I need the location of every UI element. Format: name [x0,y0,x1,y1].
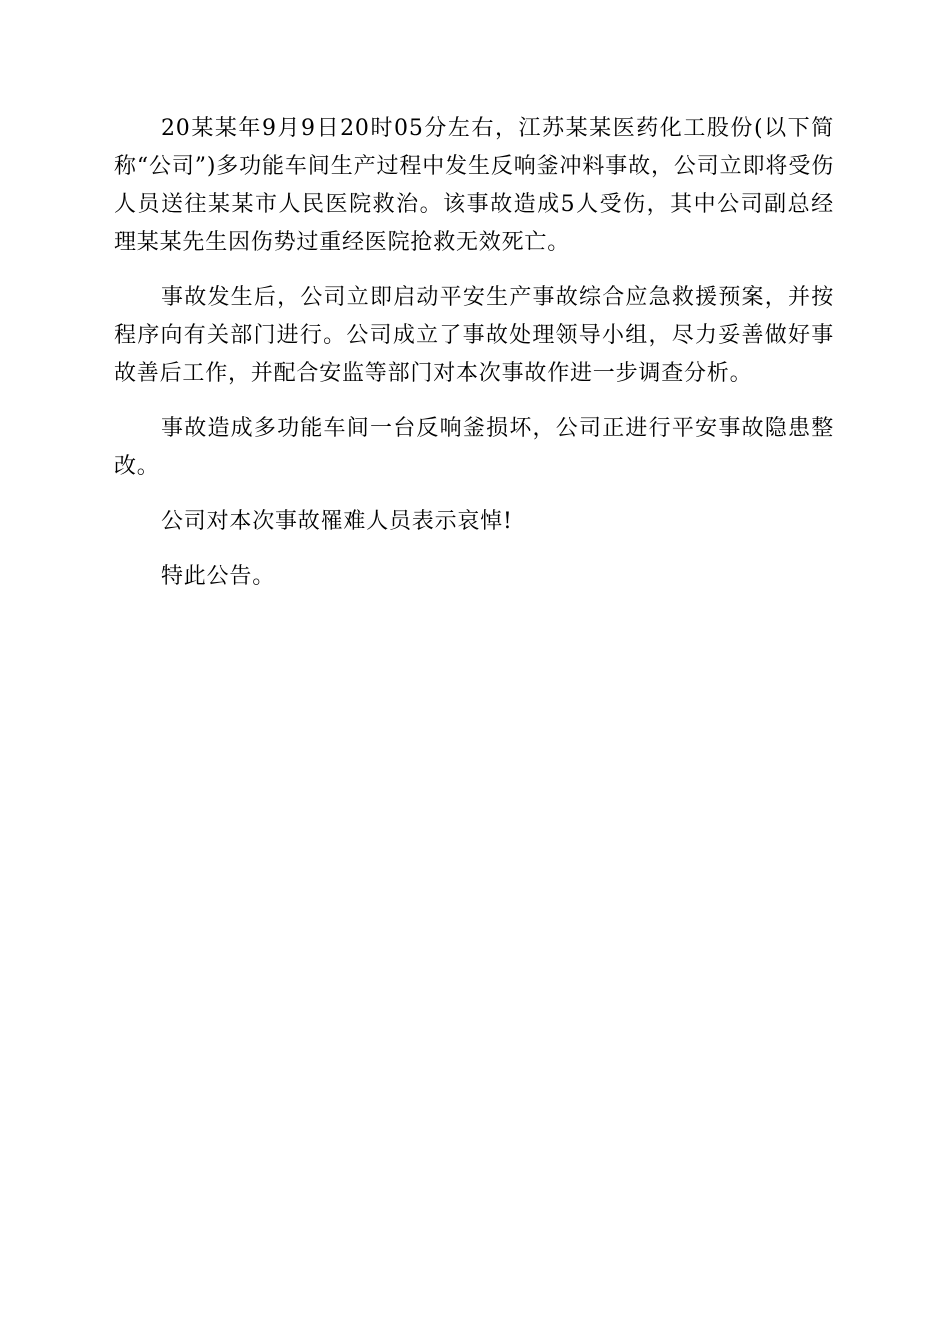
paragraph-emergency-response: 事故发生后，公司立即启动平安生产事故综合应急救援预案，并按程序向有关部门进行。公司成立了事故处理领导小组，尽力妥善做好事故善后工作，并配合安监等部门对本次事故作进一步调查分析。 [114,285,834,386]
paragraph-equipment-damage: 事故造成多功能车间一台反响釜损坏，公司正进行平安事故隐患整改。 [114,416,834,479]
paragraph-condolence: 公司对本次事故罹难人员表示哀悼! [161,509,513,534]
document-body [114,110,834,613]
paragraph-closing: 特此公告。 [161,564,276,589]
paragraph-accident-summary: 20某某年9月9日20时05分左右，江苏某某医药化工股份(以下简称“公司”)多功能车间生产过程中发生反响釜冲料事故，公司立即将受伤人员送往某某市人民医院救治。该事故造成5人受伤，其中公司副总经理某某先生因伤势过重经医院抢救无效死亡。 [114,116,834,255]
